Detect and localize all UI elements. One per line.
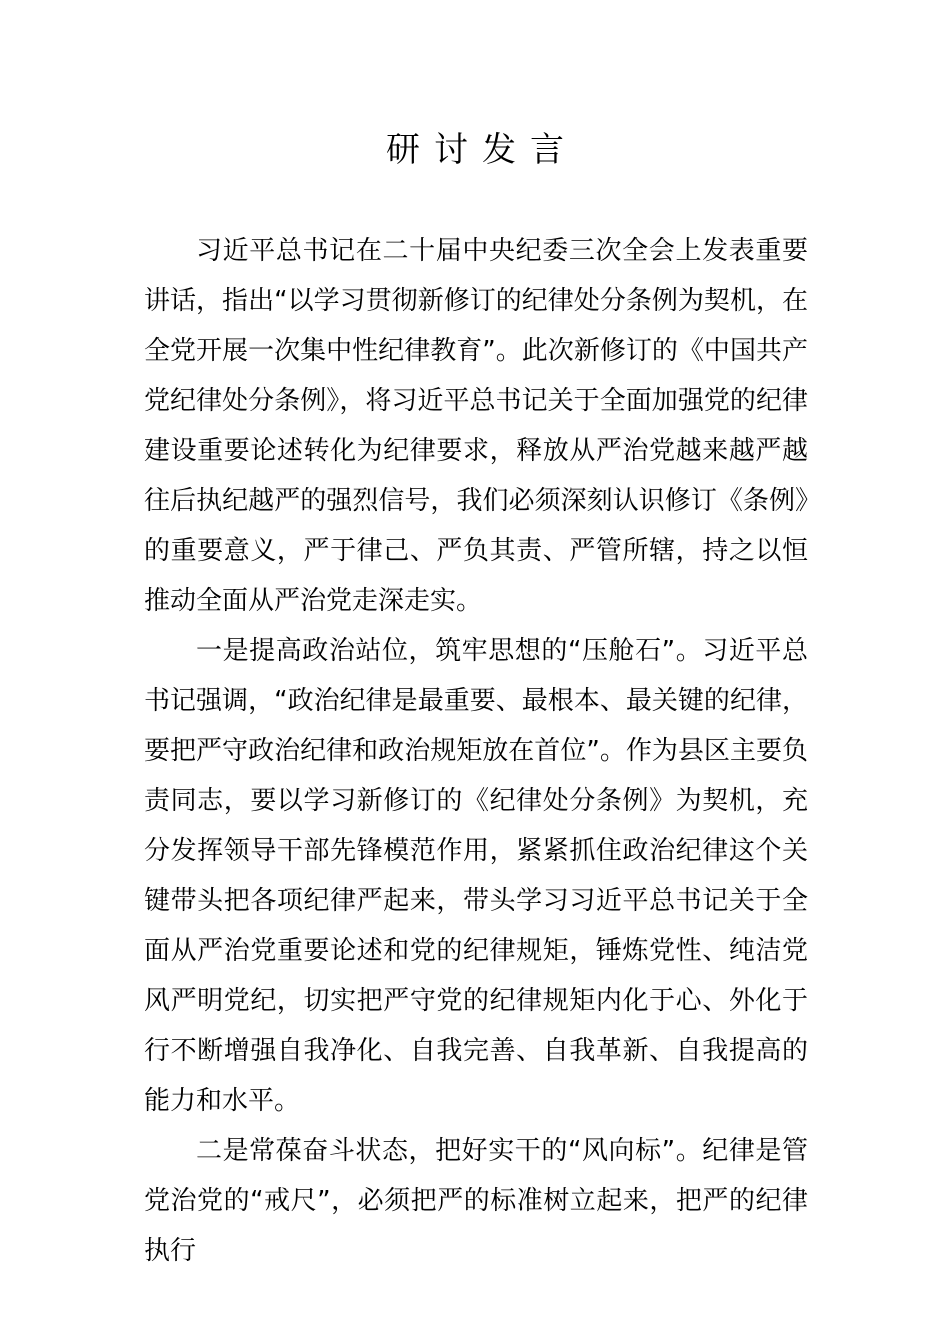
paragraph-point-two: 二是常葆奋斗状态，把好实干的“风向标”。纪律是管党治党的“戒尺”，必须把严的标准树立起来，把严的纪律执行	[144, 1136, 808, 1266]
document-body	[144, 226, 808, 1276]
paragraph-intro: 习近平总书记在二十届中央纪委三次全会上发表重要讲话，指出“以学习贯彻新修订的纪律处分条例为契机，在全党开展一次集中性纪律教育”。此次新修订的《中国共产党纪律处分条例》，将习近平总书记关于全面加强党的纪律建设重要论述转化为纪律要求，释放从严治党越来越严越往后执纪越严的强烈信号，我们必须深刻认识修订《条例》的重要意义，严于律己、严负其责、严管所辖，持之以恒推动全面从严治党走深走实。	[144, 236, 808, 616]
document-title: 研讨发言	[386, 130, 578, 170]
paragraph-point-one: 一是提高政治站位，筑牢思想的“压舱石”。习近平总书记强调，“政治纪律是最重要、最根本、最关键的纪律，要把严守政治纪律和政治规矩放在首位”。作为县区主要负责同志，要以学习新修订的《纪律处分条例》为契机，充分发挥领导干部先锋模范作用，紧紧抓住政治纪律这个关键带头把各项纪律严起来，带头学习习近平总书记关于全面从严治党重要论述和党的纪律规矩，锤炼党性、纯洁党风严明党纪，切实把严守党的纪律规矩内化于心、外化于行不断增强自我净化、自我完善、自我革新、自我提高的能力和水平。	[144, 636, 808, 1116]
